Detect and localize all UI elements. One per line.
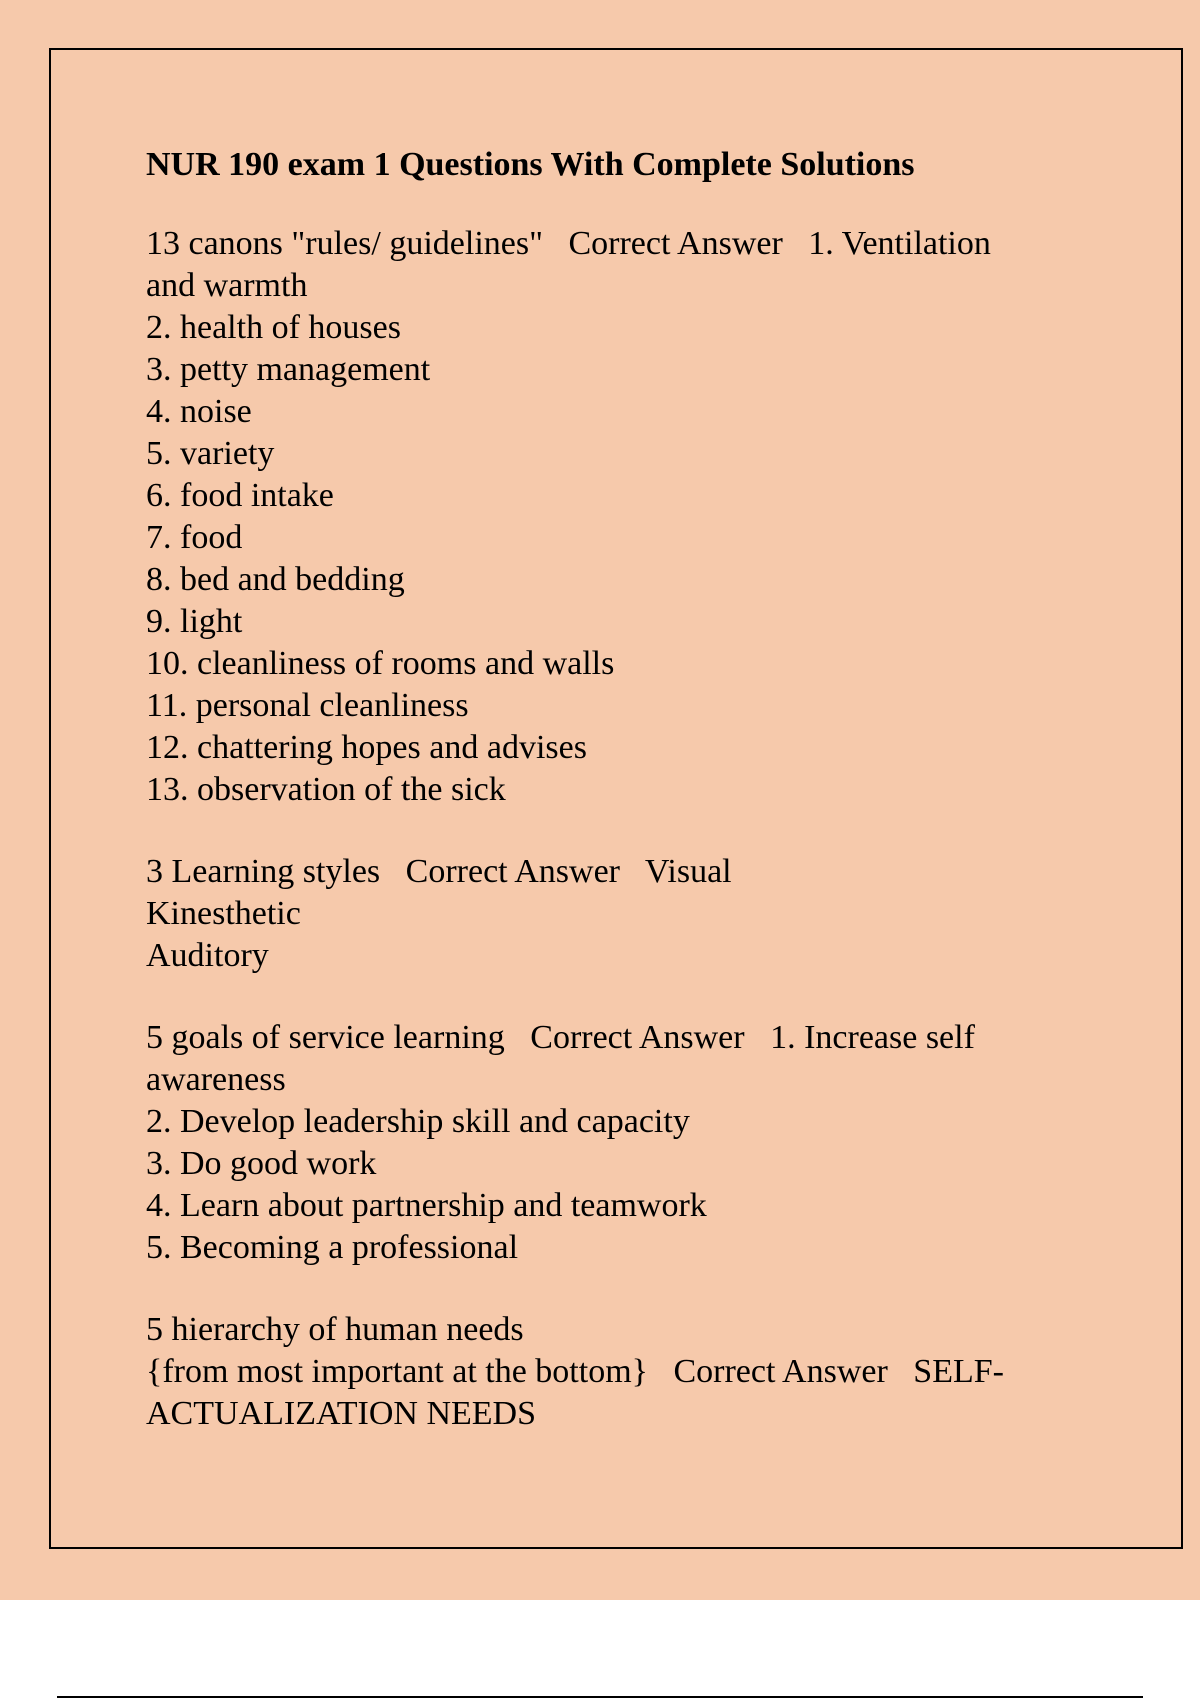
entry-line: 9. light: [146, 603, 243, 640]
entry-line: 8. bed and bedding: [146, 561, 405, 598]
entry-line: 5 goals of service learning Correct Answer 1. Increase self: [146, 1019, 975, 1056]
footer-divider: [57, 1696, 1143, 1698]
entry-line: 13. observation of the sick: [146, 771, 506, 808]
entry-line: Auditory: [146, 937, 269, 974]
entry-line: 3. petty management: [146, 351, 431, 388]
entry-line: 12. chattering hopes and advises: [146, 729, 587, 766]
entry-line: ACTUALIZATION NEEDS: [146, 1395, 537, 1432]
entry-line: {from most important at the bottom} Correct Answer SELF-: [146, 1353, 1004, 1390]
entry-line: 2. health of houses: [146, 309, 401, 346]
qa-entry-canons: [146, 223, 1086, 811]
qa-entry-human-needs: [146, 1309, 1086, 1435]
entry-line: and warmth: [146, 267, 308, 304]
entry-line: 11. personal cleanliness: [146, 687, 469, 724]
entry-line: Kinesthetic: [146, 895, 301, 932]
entry-line: 6. food intake: [146, 477, 334, 514]
entry-line: 4. noise: [146, 393, 252, 430]
entry-line: 5 hierarchy of human needs: [146, 1311, 524, 1348]
document-title: NUR 190 exam 1 Questions With Complete Solutions: [146, 146, 915, 183]
entry-line: 13 canons "rules/ guidelines" Correct Answer 1. Ventilation: [146, 225, 991, 262]
qa-entry-learning-styles: [146, 851, 1086, 977]
document-content: [146, 143, 1086, 1475]
entry-line: 2. Develop leadership skill and capacity: [146, 1103, 690, 1140]
entry-line: awareness: [146, 1061, 286, 1098]
entry-line: 7. food: [146, 519, 243, 556]
entry-line: 4. Learn about partnership and teamwork: [146, 1187, 707, 1224]
entry-line: 10. cleanliness of rooms and walls: [146, 645, 615, 682]
entry-line: 5. variety: [146, 435, 275, 472]
qa-entry-service-learning: [146, 1017, 1086, 1269]
entry-line: 3. Do good work: [146, 1145, 377, 1182]
entry-line: 5. Becoming a professional: [146, 1229, 519, 1266]
entry-line: 3 Learning styles Correct Answer Visual: [146, 853, 732, 890]
